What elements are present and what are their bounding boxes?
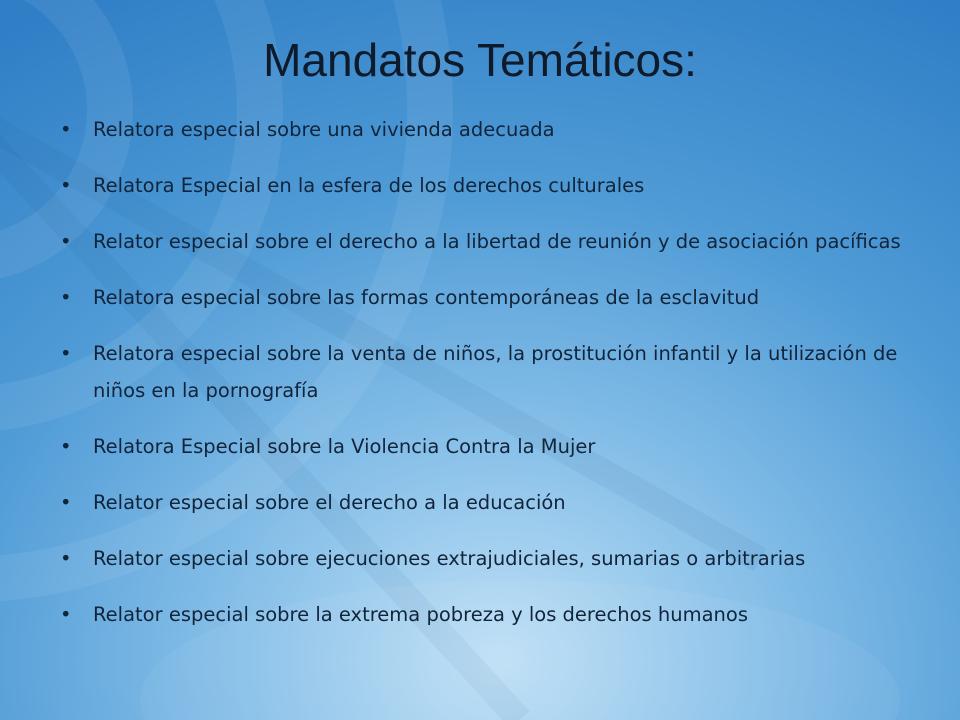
bullet-icon: • (60, 491, 72, 514)
list-item-text: Relator especial sobre ejecuciones extrajudiciales, sumarias o arbitrarias (93, 547, 806, 570)
list-item-text: Relatora especial sobre las formas contemporáneas de la esclavitud (93, 286, 760, 309)
list-item (58, 279, 908, 316)
bullet-icon: • (60, 547, 72, 570)
list-item-text: Relatora especial sobre la venta de niños, la prostitución infantil y la utilización de niños en la pornografía (93, 342, 898, 402)
bullet-icon: • (60, 286, 72, 309)
list-item (58, 540, 908, 577)
slide-title: Mandatos Temáticos: (263, 34, 697, 86)
bullet-icon: • (60, 118, 72, 141)
list-item-text: Relator especial sobre el derecho a la educación (93, 491, 566, 514)
list-item (58, 223, 908, 260)
bullet-icon: • (60, 230, 72, 253)
bullet-icon: • (60, 342, 72, 365)
list-item (58, 167, 908, 204)
list-item-text: Relatora Especial sobre la Violencia Contra la Mujer (93, 435, 596, 458)
list-item-text: Relatora Especial en la esfera de los derechos culturales (93, 174, 645, 197)
list-item (58, 335, 908, 409)
list-item (58, 111, 908, 148)
list-item (58, 484, 908, 521)
list-item-text: Relator especial sobre la extrema pobreza y los derechos humanos (93, 603, 748, 626)
mandates-list (58, 111, 908, 652)
bullet-icon: • (60, 435, 72, 458)
list-item-text: Relatora especial sobre una vivienda adecuada (93, 118, 555, 141)
list-item (58, 596, 908, 633)
list-item-text: Relator especial sobre el derecho a la libertad de reunión y de asociación pacíficas (93, 230, 901, 253)
list-item (58, 428, 908, 465)
bullet-icon: • (60, 174, 72, 197)
bullet-icon: • (60, 603, 72, 626)
